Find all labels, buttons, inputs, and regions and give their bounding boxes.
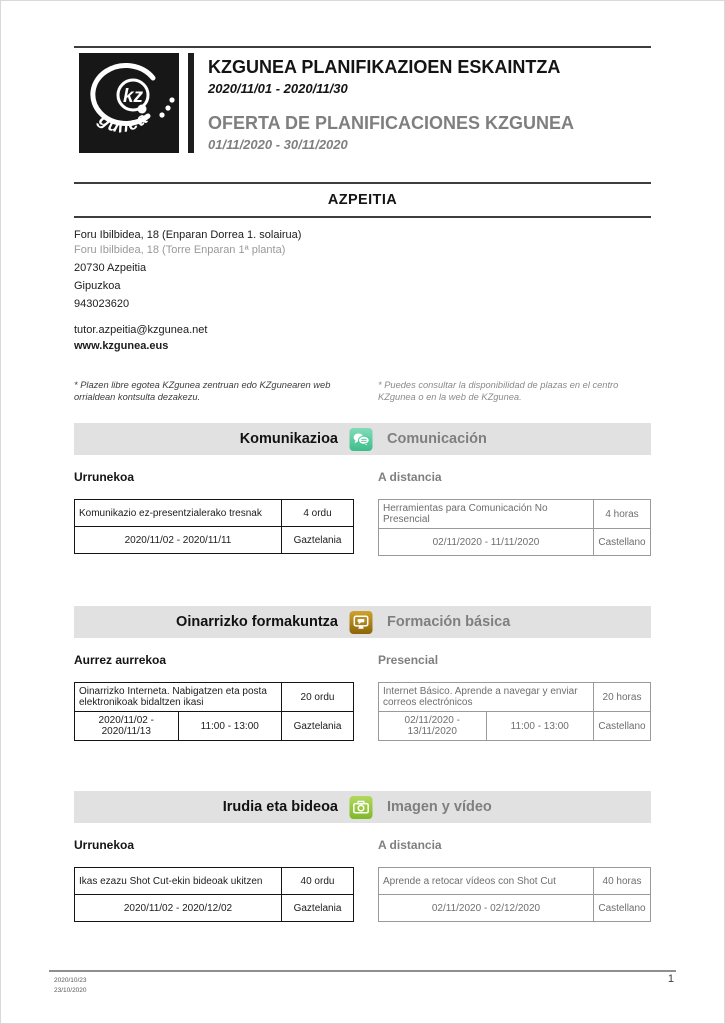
section-title-es: Formación básica bbox=[387, 614, 511, 631]
course-language: Gaztelania bbox=[282, 895, 354, 922]
course-language: Gaztelania bbox=[282, 527, 354, 554]
course-name: Oinarrizko Interneta. Nabigatzen eta posta elektronikoak bidaltzen ikasi bbox=[75, 683, 282, 712]
course-dates: 02/11/2020 - 02/12/2020 bbox=[379, 895, 594, 922]
availability-notes bbox=[74, 379, 651, 403]
course-duration: 4 horas bbox=[594, 500, 651, 529]
course-dates: 02/11/2020 - 11/11/2020 bbox=[379, 529, 594, 556]
monitor-icon bbox=[349, 611, 373, 634]
svg-text:gunea: gunea bbox=[95, 108, 152, 137]
course-name: Ikas ezazu Shot Cut-ekin bideoak ukitzen bbox=[75, 868, 282, 895]
mode-heading-eu: Urrunekoa bbox=[74, 470, 135, 485]
mode-heading-es: A distancia bbox=[378, 838, 442, 853]
address-line-eu: Foru Ibilbidea, 18 (Enparan Dorrea 1. solairua) bbox=[74, 229, 302, 241]
mode-heading-es: A distancia bbox=[378, 470, 442, 485]
course-dates: 02/11/2020 - 13/11/2020 bbox=[379, 712, 487, 741]
footer-rule bbox=[49, 970, 676, 972]
course-name: Aprende a retocar vídeos con Shot Cut bbox=[379, 868, 594, 895]
province: Gipuzkoa bbox=[74, 280, 121, 292]
section-title-eu: Oinarrizko formakuntza bbox=[176, 614, 338, 631]
course-duration: 4 ordu bbox=[282, 500, 354, 527]
postal-city: 20730 Azpeitia bbox=[74, 262, 147, 274]
page-title-es: OFERTA DE PLANIFICACIONES KZGUNEA bbox=[208, 113, 575, 133]
course-table-eu bbox=[74, 499, 354, 554]
header bbox=[74, 53, 651, 153]
website-link[interactable]: www.kzgunea.eus bbox=[74, 340, 169, 352]
logo-separator bbox=[188, 53, 194, 153]
page-number: 1 bbox=[667, 973, 674, 985]
availability-note-eu: * Plazen libre egotea KZgunea zentruan edo KZgunearen web orrialdean kontsulta dezakezu. bbox=[74, 380, 331, 403]
course-table-eu bbox=[74, 867, 354, 922]
course-dates: 2020/11/02 - 2020/12/02 bbox=[75, 895, 282, 922]
course-duration: 40 ordu bbox=[282, 868, 354, 895]
course-dates: 2020/11/02 - 2020/11/11 bbox=[75, 527, 282, 554]
header-dates-es: 01/11/2020 - 30/11/2020 bbox=[208, 137, 348, 152]
section-komunikazioa bbox=[74, 423, 651, 556]
mode-heading-eu: Aurrez aurrekoa bbox=[74, 653, 167, 668]
mode-heading-es: Presencial bbox=[378, 653, 439, 668]
svg-text:kz: kz bbox=[122, 86, 144, 107]
section-banner bbox=[74, 423, 651, 455]
kzgunea-logo bbox=[79, 53, 179, 153]
footer-dates bbox=[54, 976, 87, 996]
course-dates: 2020/11/02 - 2020/11/13 bbox=[75, 712, 179, 741]
course-name: Komunikazio ez-presentzialerako tresnak bbox=[75, 500, 282, 527]
header-dates-eu: 2020/11/01 - 2020/11/30 bbox=[208, 81, 348, 96]
mode-heading-eu: Urrunekoa bbox=[74, 838, 135, 853]
address-block bbox=[74, 229, 651, 352]
course-table-es bbox=[378, 499, 651, 556]
course-time: 11:00 - 13:00 bbox=[178, 712, 282, 741]
address-line-es: Foru Ibilbidea, 18 (Torre Enparan 1ª planta) bbox=[74, 244, 286, 256]
course-duration: 40 horas bbox=[594, 868, 651, 895]
course-duration: 20 horas bbox=[594, 683, 651, 712]
center-name-banner bbox=[74, 182, 651, 218]
course-name: Herramientas para Comunicación No Presencial bbox=[379, 500, 594, 529]
course-language: Castellano bbox=[594, 529, 651, 556]
section-oinarrizko-formakuntza bbox=[74, 606, 651, 741]
course-language: Castellano bbox=[594, 712, 651, 741]
footer-date-eu: 2020/10/23 bbox=[54, 977, 87, 984]
header-top-rule bbox=[74, 46, 651, 48]
chat-bubbles-icon bbox=[349, 428, 373, 451]
course-duration: 20 ordu bbox=[282, 683, 354, 712]
course-table-es bbox=[378, 867, 651, 922]
course-time: 11:00 - 13:00 bbox=[486, 712, 594, 741]
camera-icon bbox=[349, 796, 373, 819]
course-language: Gaztelania bbox=[282, 712, 354, 741]
center-name: AZPEITIA bbox=[327, 192, 398, 208]
course-table-es bbox=[378, 682, 651, 741]
email-link[interactable]: tutor.azpeitia@kzgunea.net bbox=[74, 324, 208, 336]
section-title-eu: Komunikazioa bbox=[239, 431, 338, 448]
course-language: Castellano bbox=[594, 895, 651, 922]
section-irudia-eta-bideoa bbox=[74, 791, 651, 922]
section-banner bbox=[74, 606, 651, 638]
footer-date-es: 23/10/2020 bbox=[54, 987, 87, 995]
availability-note-es: * Puedes consultar la disponibilidad de plazas en el centro KZgunea o en la web de KZgunea. bbox=[378, 380, 619, 403]
section-title-eu: Irudia eta bideoa bbox=[222, 799, 338, 816]
course-table-eu bbox=[74, 682, 354, 741]
phone-number: 943023620 bbox=[74, 298, 130, 310]
page-title-eu: KZGUNEA PLANIFIKAZIOEN ESKAINTZA bbox=[208, 57, 561, 77]
course-name: Internet Básico. Aprende a navegar y enviar correos electrónicos bbox=[379, 683, 594, 712]
section-banner bbox=[74, 791, 651, 823]
section-title-es: Imagen y vídeo bbox=[387, 799, 492, 816]
section-title-es: Comunicación bbox=[387, 431, 487, 448]
